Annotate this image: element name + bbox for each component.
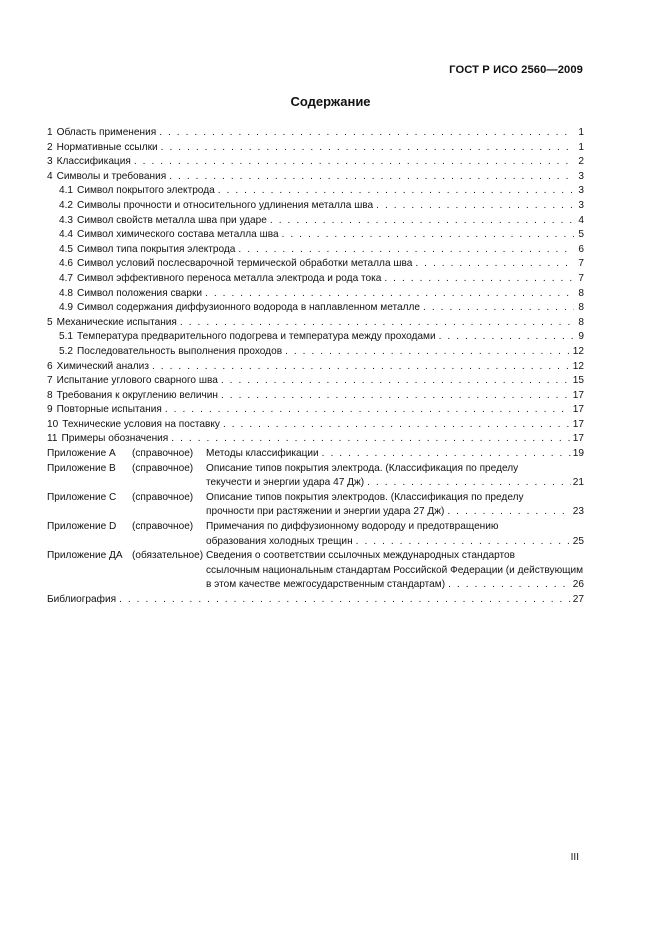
toc-entry[interactable] (47, 170, 584, 185)
dot-leader (221, 389, 571, 404)
toc-entry[interactable] (47, 214, 584, 229)
toc-entry-number: 5.2 (59, 345, 74, 357)
toc-entry-title: Символ химического состава металла шва (77, 229, 279, 241)
toc-entry-title: Область применения (56, 127, 157, 138)
toc-entry-title: Символ положения сварки (77, 287, 203, 299)
toc-entry-title: Символ покрытого электрода (77, 185, 215, 197)
dot-leader (221, 374, 571, 389)
toc-entry-title: Технические условия на поставку (62, 418, 220, 430)
toc-entry[interactable] (47, 330, 584, 345)
appendix-title-text: Описание типов покрытия электрода. (Классификация по пределу (206, 462, 519, 474)
dot-leader (159, 126, 574, 141)
appendix-kind: (обязательное) (132, 550, 204, 562)
toc-entry-number: 4 (47, 170, 53, 182)
dot-leader (322, 447, 571, 462)
dot-leader (384, 272, 574, 287)
appendix-kind: (справочное) (132, 462, 194, 474)
appendix-kind: (справочное) (132, 491, 194, 503)
toc-entry-title: Символ содержания диффузионного водорода в наплавленном металле (77, 302, 421, 314)
appendix-title-text: прочности при растяжении и энергии удара 27 Дж) (206, 506, 445, 518)
toc-entry-title: Примеры обозначения (61, 433, 169, 445)
toc-entry-number: 7 (47, 375, 53, 387)
appendix-title-text: текучести и энергии удара 47 Дж) (206, 477, 365, 489)
toc-entry-title: Повторные испытания (56, 404, 162, 416)
dot-leader (448, 578, 571, 593)
toc-entry-number: 8 (47, 389, 53, 401)
dot-leader (415, 257, 574, 272)
appendix-name: Приложение ДА (47, 550, 123, 562)
dot-leader (205, 287, 574, 302)
toc-entries (47, 126, 584, 447)
appendix-entry[interactable] (47, 491, 584, 520)
toc-entry-number: 4.9 (59, 302, 74, 314)
toc-entry-number: 4.2 (59, 199, 74, 211)
appendix-entry[interactable] (47, 520, 584, 549)
toc-appendices (47, 447, 584, 593)
toc-entry-page: 7 (578, 272, 584, 284)
toc-entry-number: 11 (47, 433, 58, 445)
dot-leader (376, 199, 574, 214)
toc-entry-title: Символ условий послесварочной термической обработки металла шва (77, 258, 413, 270)
appendix-title (206, 491, 584, 520)
appendix-entry[interactable] (47, 462, 584, 491)
toc-entry-page: 1 (578, 127, 584, 138)
toc-entry-page: 17 (572, 389, 584, 401)
toc-entry[interactable] (47, 257, 584, 272)
toc-entry-title: Символ эффективного переноса металла электрода и рода тока (77, 272, 382, 284)
appendix-title-last-line (206, 535, 584, 550)
toc-entry[interactable] (47, 432, 584, 447)
dot-leader (285, 345, 571, 360)
toc-entry[interactable] (47, 141, 584, 156)
dot-leader (282, 228, 574, 243)
dot-leader (367, 476, 571, 491)
appendix-title-last-line (206, 578, 584, 593)
toc-entry[interactable] (47, 155, 584, 170)
toc-entry-page: 12 (572, 360, 584, 372)
appendix-name: Приложение С (47, 491, 117, 503)
appendix-page: 26 (572, 579, 584, 591)
toc-entry-number: 4.6 (59, 258, 74, 270)
toc-entry-page: 8 (578, 302, 584, 314)
toc-entry-page: 7 (578, 258, 584, 270)
toc-entry-page: 4 (578, 214, 584, 226)
toc-entry-number: 9 (47, 404, 53, 416)
toc-entry-number: 3 (47, 156, 53, 168)
toc-entry-page: 12 (572, 345, 584, 357)
toc-title: Содержание (290, 94, 371, 109)
dot-leader (169, 170, 574, 185)
dot-leader (218, 184, 574, 199)
bibliography-page: 27 (572, 594, 584, 605)
appendix-title (206, 447, 584, 462)
appendix-page: 21 (572, 477, 584, 489)
toc-entry[interactable] (47, 199, 584, 214)
appendix-title-text: образования холодных трещин (206, 535, 353, 547)
toc-entry-number: 10 (47, 418, 59, 430)
appendix-title (206, 549, 584, 593)
toc-entry[interactable] (47, 418, 584, 433)
toc-entry-page: 17 (572, 418, 584, 430)
standard-designation: ГОСТ Р ИСО 2560—2009 (449, 64, 583, 76)
toc-entry-title: Классификация (56, 156, 131, 168)
toc-entry-title: Испытание углового сварного шва (56, 375, 218, 387)
toc-entry[interactable] (47, 389, 584, 404)
toc-entry-page: 9 (578, 331, 584, 343)
toc-entry-title: Химический анализ (56, 360, 149, 372)
toc-entry-page: 3 (578, 185, 584, 197)
bibliography-label: Библиография (47, 594, 117, 605)
dot-leader (223, 418, 571, 433)
toc-entry[interactable] (47, 345, 584, 360)
toc-entry-bibliography[interactable] (47, 593, 584, 608)
appendix-kind: (справочное) (132, 448, 194, 460)
toc-entry-number: 4.7 (59, 272, 74, 284)
toc-entry-number: 4.1 (59, 185, 74, 197)
appendix-name: Приложение D (47, 521, 117, 533)
page-number: III (570, 852, 579, 863)
toc-entry-page: 6 (578, 243, 584, 255)
dot-leader (165, 403, 571, 418)
toc-entry[interactable] (47, 126, 584, 141)
dot-leader (161, 141, 574, 156)
dot-leader (152, 360, 571, 375)
toc-entry-title: Механические испытания (56, 316, 177, 328)
toc-entry-title: Нормативные ссылки (56, 141, 158, 153)
toc-entry-title: Символы прочности и относительного удлинения металла шва (77, 199, 374, 211)
toc-entry[interactable] (47, 228, 584, 243)
toc-entry-page: 3 (578, 199, 584, 211)
appendix-name: Приложение А (47, 448, 116, 460)
toc-entry-page: 15 (572, 375, 584, 387)
dot-leader (447, 505, 570, 520)
appendix-entry[interactable] (47, 447, 584, 462)
appendix-title-text: Сведения о соответствии ссылочных международных стандартов (206, 550, 515, 562)
toc-entry-number: 2 (47, 141, 53, 153)
toc-entry-page: 17 (572, 404, 584, 416)
toc-entry-number: 6 (47, 360, 53, 372)
toc-entry[interactable] (47, 403, 584, 418)
toc-entry-number: 4.4 (59, 229, 74, 241)
appendix-entry[interactable] (47, 549, 584, 593)
toc-entry-number: 5 (47, 316, 53, 328)
appendix-kind: (справочное) (132, 521, 194, 533)
toc-entry-title: Символ типа покрытия электрода (77, 243, 236, 255)
toc-entry-number: 1 (47, 127, 53, 138)
dot-leader (180, 316, 574, 331)
appendix-title (206, 520, 584, 549)
appendix-title (206, 462, 584, 491)
appendix-title-text: в этом качестве межгосударственным стандартам) (206, 579, 446, 591)
toc-entry[interactable] (47, 243, 584, 258)
dot-leader (119, 593, 571, 608)
toc-entry[interactable] (47, 360, 584, 375)
dot-leader (238, 243, 574, 258)
dot-leader (356, 535, 571, 550)
toc-entry-title: Символ свойств металла шва при ударе (77, 214, 267, 226)
toc-entry[interactable] (47, 272, 584, 287)
toc-entry[interactable] (47, 374, 584, 389)
toc-entry[interactable] (47, 287, 584, 302)
toc-entry-page: 8 (578, 316, 584, 328)
appendix-title-last-line (206, 476, 584, 491)
dot-leader (423, 301, 574, 316)
toc-entry-number: 4.5 (59, 243, 74, 255)
toc-entry-page: 2 (578, 156, 584, 168)
toc-entry-page: 5 (578, 229, 584, 241)
appendix-page: 23 (572, 506, 584, 518)
dot-leader (439, 330, 574, 345)
appendix-title-text: ссылочным национальным стандартам Российской Федерации (и действующим (206, 564, 584, 576)
appendix-title-text: Методы классификации (206, 448, 319, 460)
appendix-title-text: Описание типов покрытия электродов. (Классификация по пределу (206, 491, 524, 503)
toc-entry-title: Требования к округлению величин (56, 389, 218, 401)
toc-entry-page: 8 (578, 287, 584, 299)
toc-entry[interactable] (47, 301, 584, 316)
appendix-title-last-line (206, 447, 584, 462)
appendix-page: 25 (572, 535, 584, 547)
toc-entry-page: 1 (578, 141, 584, 153)
toc-entry-number: 4.8 (59, 287, 74, 299)
dot-leader (134, 155, 574, 170)
appendix-page: 19 (572, 448, 584, 460)
toc-entry-number: 5.1 (59, 331, 74, 343)
appendix-title-last-line (206, 505, 584, 520)
dot-leader (171, 432, 571, 447)
toc-entry-title: Последовательность выполнения проходов (77, 345, 283, 357)
toc-entry-title: Символы и требования (56, 170, 167, 182)
toc-entry-page: 17 (572, 433, 584, 445)
toc-entry-number: 4.3 (59, 214, 74, 226)
toc-entry[interactable] (47, 184, 584, 199)
toc-entry-page: 3 (578, 170, 584, 182)
toc-entry[interactable] (47, 316, 584, 331)
toc-entry-title: Температура предварительного подогрева и температура между проходами (77, 331, 436, 343)
appendix-name: Приложение В (47, 462, 116, 474)
table-of-contents (47, 126, 584, 608)
appendix-title-text: Примечания по диффузионному водороду и предотвращению (206, 521, 499, 533)
dot-leader (270, 214, 574, 229)
